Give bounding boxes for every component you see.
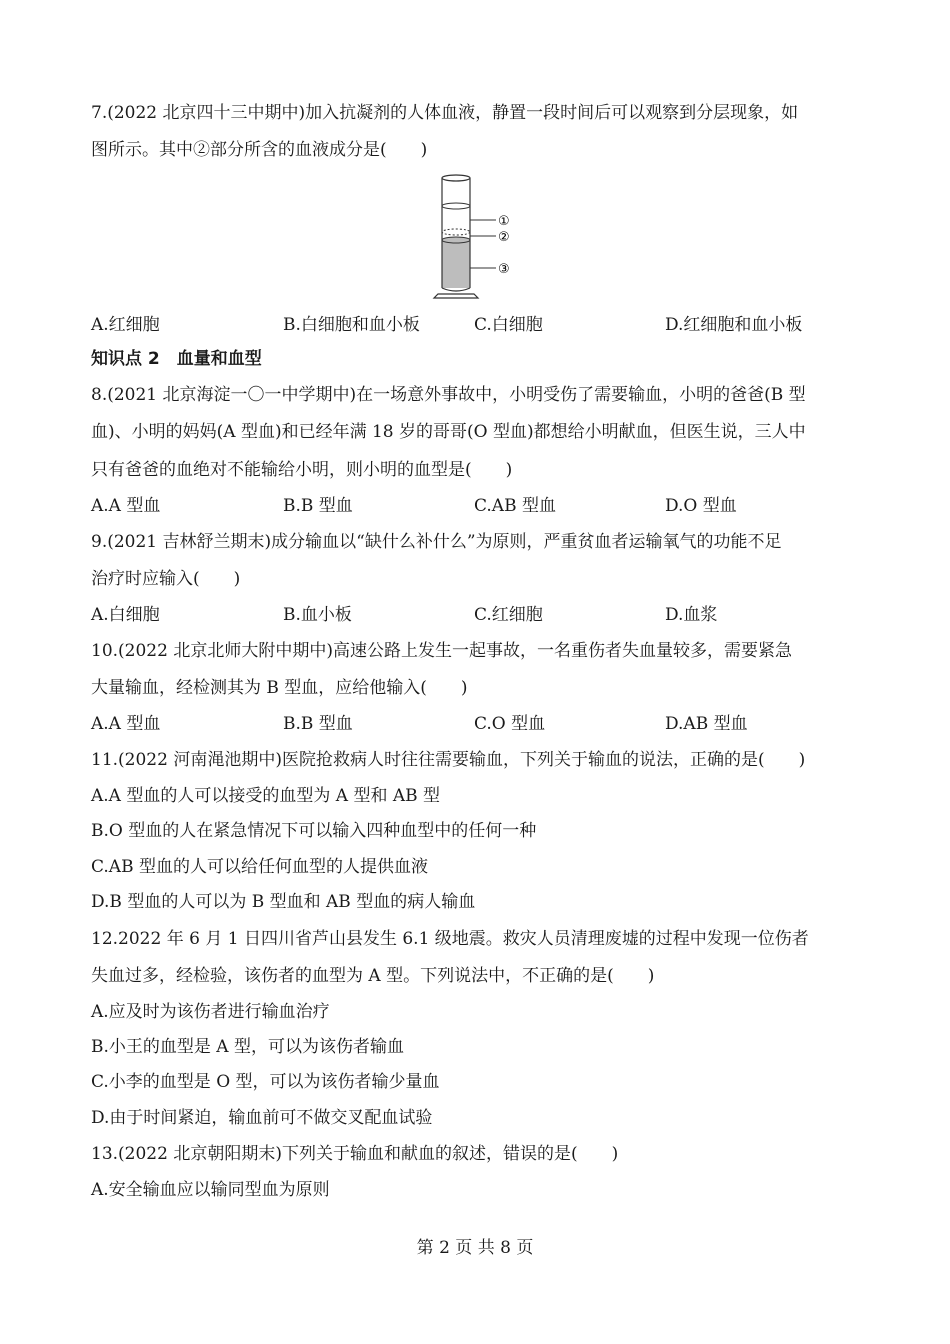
- section-heading: 知识点 2 血量和血型: [91, 349, 262, 369]
- q8-text-line3: 只有爸爸的血绝对不能输给小明，则小明的血型是( ): [91, 460, 513, 480]
- q11-option-a[interactable]: A.A 型血的人可以接受的血型为 A 型和 AB 型: [91, 786, 441, 806]
- plasma-surface: [442, 203, 470, 209]
- label-3: ③: [498, 262, 510, 277]
- q11-option-c[interactable]: C.AB 型血的人可以给任何血型的人提供血液: [91, 857, 428, 877]
- q7-option-c[interactable]: C.白细胞: [474, 315, 543, 335]
- q9-option-b[interactable]: B.血小板: [283, 605, 352, 625]
- q13-text-line1: 13.(2022 北京朝阳期末)下列关于输血和献血的叙述，错误的是( ): [91, 1144, 619, 1164]
- q12-option-d[interactable]: D.由于时间紧迫，输血前可不做交叉配血试验: [91, 1108, 433, 1128]
- q9-options: [91, 603, 866, 627]
- q10-option-d[interactable]: D.AB 型血: [665, 714, 748, 734]
- q11-option-d[interactable]: D.B 型血的人可以为 B 型血和 AB 型血的病人输血: [91, 892, 476, 912]
- q10-option-a[interactable]: A.A 型血: [91, 714, 161, 734]
- q9-option-d[interactable]: D.血浆: [665, 605, 718, 625]
- q7-option-a[interactable]: A.红细胞: [91, 315, 160, 335]
- q7-text-line1: 7.(2022 北京四十三中期中)加入抗凝剂的人体血液，静置一段时间后可以观察到分层现象，如: [91, 103, 799, 123]
- q12-option-c[interactable]: C.小李的血型是 O 型，可以为该伤者输少量血: [91, 1072, 440, 1092]
- q12-option-a[interactable]: A.应及时为该伤者进行输血治疗: [91, 1002, 330, 1022]
- page-footer: 第 2 页 共 8 页: [416, 1238, 534, 1258]
- q10-option-c[interactable]: C.O 型血: [474, 714, 546, 734]
- q8-option-c[interactable]: C.AB 型血: [474, 496, 556, 516]
- q10-text-line2: 大量输血，经检测其为 B 型血，应给他输入( ): [91, 678, 468, 698]
- q8-text-line2: 血)、小明的妈妈(A 型血)和已经年满 18 岁的哥哥(O 型血)都想给小明献血，但医生说，三人中: [91, 422, 806, 442]
- q7-option-b[interactable]: B.白细胞和血小板: [283, 315, 420, 335]
- q9-option-c[interactable]: C.红细胞: [474, 605, 543, 625]
- buffy-coat-boundary: [442, 229, 470, 235]
- label-2: ②: [498, 230, 510, 245]
- q10-text-line1: 10.(2022 北京北师大附中期中)高速公路上发生一起事故，一名重伤者失血量较多，需要紧急: [91, 641, 792, 661]
- q11-text-line1: 11.(2022 河南渑池期中)医院抢救病人时往往需要输血，下列关于输血的说法，正确的是( ): [91, 750, 806, 770]
- q7-options: [91, 313, 866, 337]
- q12-text-line1: 12.2022 年 6 月 1 日四川省芦山县发生 6.1 级地震。救灾人员清理废墟的过程中发现一位伤者: [91, 929, 809, 949]
- q8-text-line1: 8.(2021 北京海淀一〇一中学期中)在一场意外事故中，小明受伤了需要输血，小明的爸爸(B 型: [91, 385, 806, 405]
- q12-text-line2: 失血过多，经检验，该伤者的血型为 A 型。下列说法中，不正确的是( ): [91, 966, 655, 986]
- blood-cylinder-figure: [430, 168, 530, 300]
- q10-options: [91, 712, 866, 736]
- q9-text-line2: 治疗时应输入( ): [91, 569, 241, 589]
- q8-options: [91, 494, 866, 518]
- red-layer-top: [442, 237, 470, 243]
- q9-option-a[interactable]: A.白细胞: [91, 605, 160, 625]
- q9-text-line1: 9.(2021 吉林舒兰期末)成分输血以“缺什么补什么”为原则，严重贫血者运输氧气的功能不足: [91, 532, 782, 552]
- q11-option-b[interactable]: B.O 型血的人在紧急情况下可以输入四种血型中的任何一种: [91, 821, 537, 841]
- q10-option-b[interactable]: B.B 型血: [283, 714, 353, 734]
- cylinder-base: [434, 294, 478, 298]
- q13-option-a[interactable]: A.安全输血应以输同型血为原则: [91, 1180, 330, 1200]
- q7-text-line2: 图所示。其中②部分所含的血液成分是( ): [91, 140, 428, 160]
- q12-option-b[interactable]: B.小王的血型是 A 型，可以为该伤者输血: [91, 1037, 404, 1057]
- q8-option-a[interactable]: A.A 型血: [91, 496, 161, 516]
- layer-red-cells: [442, 240, 470, 288]
- cylinder-rim: [442, 175, 470, 181]
- q8-option-d[interactable]: D.O 型血: [665, 496, 737, 516]
- q7-option-d[interactable]: D.红细胞和血小板: [665, 315, 803, 335]
- q8-option-b[interactable]: B.B 型血: [283, 496, 353, 516]
- label-1: ①: [498, 214, 510, 229]
